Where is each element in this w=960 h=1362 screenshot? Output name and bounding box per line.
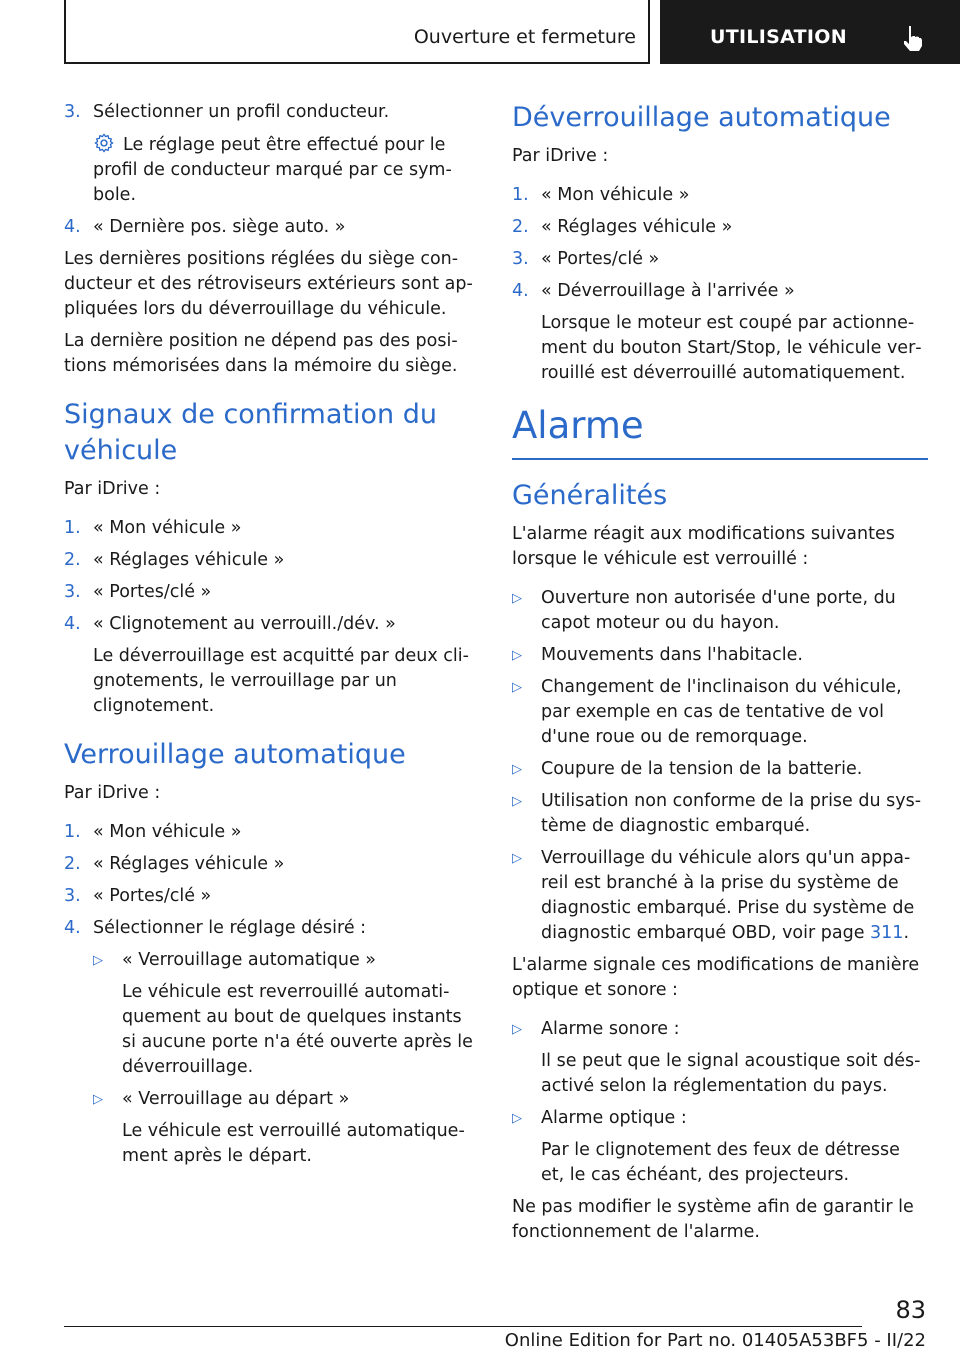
chapter-rule	[512, 458, 928, 460]
bullet-triangle-icon: ▷	[512, 591, 522, 606]
paragraph: Les dernières positions réglées du siège conducteur et des rétroviseurs extérieurs sont appliquées lors du déverrouillage du véhicule.	[64, 249, 473, 319]
bullet-triangle-icon: ▷	[512, 762, 522, 777]
step-text: « Mon véhicule »	[93, 822, 242, 842]
list-item	[512, 247, 928, 272]
option-label: « Verrouillage automatique »	[122, 950, 377, 970]
list-item	[512, 183, 928, 208]
heading-auto-lock: Verrouillage automatique	[64, 739, 406, 770]
bullet-text-end: .	[903, 923, 910, 943]
step-text: Sélectionner un profil conducteur.	[93, 102, 390, 122]
bullet-triangle-icon: ▷	[93, 953, 103, 968]
list-item	[64, 580, 476, 605]
option-label: « Verrouillage au départ »	[122, 1089, 350, 1109]
chapter-tab-label: UTILISATION	[710, 26, 847, 48]
gear-icon	[93, 132, 115, 154]
right-column	[512, 100, 928, 1252]
step-number: 3.	[64, 102, 81, 122]
step-number: 4.	[512, 281, 529, 301]
list-item	[64, 215, 476, 240]
chapter-heading-alarm: Alarme	[512, 404, 644, 447]
step-text: « Déverrouillage à l'arrivée »	[541, 281, 795, 301]
paragraph: Ne pas modifier le système afin de garantir le fonctionnement de l'alarme.	[512, 1197, 914, 1242]
bullet-triangle-icon: ▷	[512, 851, 522, 866]
header-divider	[648, 0, 650, 64]
step-text: « Portes/clé »	[93, 582, 212, 602]
profile-note	[64, 132, 476, 208]
step-number: 2.	[512, 217, 529, 237]
step-text: « Réglages véhicule »	[93, 550, 285, 570]
bullet-item	[512, 789, 928, 839]
step-number: 4.	[64, 918, 81, 938]
list-item	[64, 884, 476, 909]
header-bottom-rule	[64, 62, 650, 64]
step-text: « Réglages véhicule »	[541, 217, 733, 237]
option-item	[64, 948, 476, 973]
step-text: « Mon véhicule »	[93, 518, 242, 538]
option-desc: Le véhicule est reverrouillé automatiquement au bout de quelques instants si aucune porte n'a été ouverte après le déverrouillage.	[122, 982, 473, 1077]
heading-general: Généralités	[512, 480, 668, 511]
step-note: Lorsque le moteur est coupé par actionnement du bouton Start/Stop, le véhicule verrouillé est déverrouillé automatiquement.	[541, 313, 922, 383]
list-item	[64, 100, 476, 125]
bullet-triangle-icon: ▷	[512, 648, 522, 663]
step-number: 3.	[512, 249, 529, 269]
step-text: « Portes/clé »	[93, 886, 212, 906]
step-number: 3.	[64, 582, 81, 602]
step-number: 4.	[64, 217, 81, 237]
signal-desc: Il se peut que le signal acoustique soit désactivé selon la réglementation du pays.	[541, 1051, 921, 1096]
paragraph: L'alarme signale ces modifications de manière optique et sonore :	[512, 955, 920, 1000]
list-item	[64, 612, 476, 637]
bullet-text: Coupure de la tension de la batterie.	[541, 759, 863, 779]
paragraph: La dernière position ne dépend pas des positions mémorisées dans la mémoire du siège.	[64, 331, 458, 376]
bullet-item	[512, 586, 928, 636]
list-item	[512, 215, 928, 240]
step-text: « Dernière pos. siège auto. »	[93, 217, 346, 237]
step-number: 1.	[64, 518, 81, 538]
footer-rule	[64, 1326, 862, 1327]
bullet-text: Ouverture non autorisée d'une porte, du capot moteur ou du hayon.	[541, 588, 896, 633]
step-number: 1.	[64, 822, 81, 842]
step-note: Le déverrouillage est acquitté par deux clignotements, le verrouillage par un clignotement.	[93, 646, 469, 716]
step-text: Sélectionner le réglage désiré :	[93, 918, 367, 938]
option-item	[64, 1087, 476, 1112]
option-desc: Le véhicule est verrouillé automatiquement après le départ.	[122, 1121, 465, 1166]
step-number: 4.	[64, 614, 81, 634]
bullet-triangle-icon: ▷	[512, 1111, 522, 1126]
list-item	[64, 852, 476, 877]
bullet-triangle-icon: ▷	[512, 1022, 522, 1037]
list-item	[64, 548, 476, 573]
page-reference-link[interactable]: 311	[870, 923, 904, 943]
heading-confirmation-signals: Signaux de confirmation du véhicule	[64, 399, 437, 466]
idrive-intro: Par iDrive :	[512, 146, 609, 166]
list-item	[512, 279, 928, 304]
bullet-text: Alarme sonore :	[541, 1019, 680, 1039]
step-text: « Portes/clé »	[541, 249, 660, 269]
page-number: 83	[895, 1296, 926, 1324]
idrive-intro: Par iDrive :	[64, 783, 161, 803]
left-column	[64, 100, 476, 1176]
bullet-item	[512, 643, 928, 668]
bullet-triangle-icon: ▷	[512, 680, 522, 695]
signal-desc: Par le clignotement des feux de détresse et, le cas échéant, des projecteurs.	[541, 1140, 900, 1185]
bullet-item	[512, 675, 928, 750]
bullet-item	[512, 1106, 928, 1131]
bullet-item	[512, 757, 928, 782]
section-title: Ouverture et fermeture	[413, 26, 636, 48]
bullet-item	[512, 846, 928, 946]
bullet-text: Mouvements dans l'habitacle.	[541, 645, 803, 665]
bullet-item	[512, 1017, 928, 1042]
step-text: « Mon véhicule »	[541, 185, 690, 205]
bullet-triangle-icon: ▷	[93, 1092, 103, 1107]
step-text: « Clignotement au verrouill./dév. »	[93, 614, 396, 634]
step-number: 2.	[64, 550, 81, 570]
bullet-text: Utilisation non conforme de la prise du système de diagnostic embarqué.	[541, 791, 922, 836]
header-left-rule	[64, 0, 66, 64]
bullet-text	[541, 846, 928, 946]
list-item	[64, 516, 476, 541]
bullet-triangle-icon: ▷	[512, 794, 522, 809]
note-text: Le réglage peut être effectué pour le profil de conducteur marqué par ce symbole.	[93, 135, 452, 205]
step-number: 2.	[64, 854, 81, 874]
step-text: « Réglages véhicule »	[93, 854, 285, 874]
step-number: 1.	[512, 185, 529, 205]
bullet-text: Alarme optique :	[541, 1108, 687, 1128]
step-number: 3.	[64, 886, 81, 906]
paragraph: L'alarme réagit aux modifications suivantes lorsque le véhicule est verrouillé :	[512, 524, 895, 569]
bullet-text-part: Verrouillage du véhicule alors qu'un appareil est branché à la prise du système de diagnostic embarqué. Prise du système de diagnostic embarqué OBD, voir page	[541, 848, 915, 943]
chapter-tab[interactable]	[660, 0, 960, 64]
pointing-hand-icon	[900, 24, 926, 54]
list-item	[64, 820, 476, 845]
idrive-intro: Par iDrive :	[64, 479, 161, 499]
bullet-text: Changement de l'inclinaison du véhicule, par exemple en cas de tentative de vol d'une roue ou de remorquage.	[541, 677, 902, 747]
heading-auto-unlock: Déverrouillage automatique	[512, 102, 891, 133]
edition-footer: Online Edition for Part no. 01405A53BF5 - II/22	[504, 1330, 926, 1351]
list-item	[64, 916, 476, 941]
